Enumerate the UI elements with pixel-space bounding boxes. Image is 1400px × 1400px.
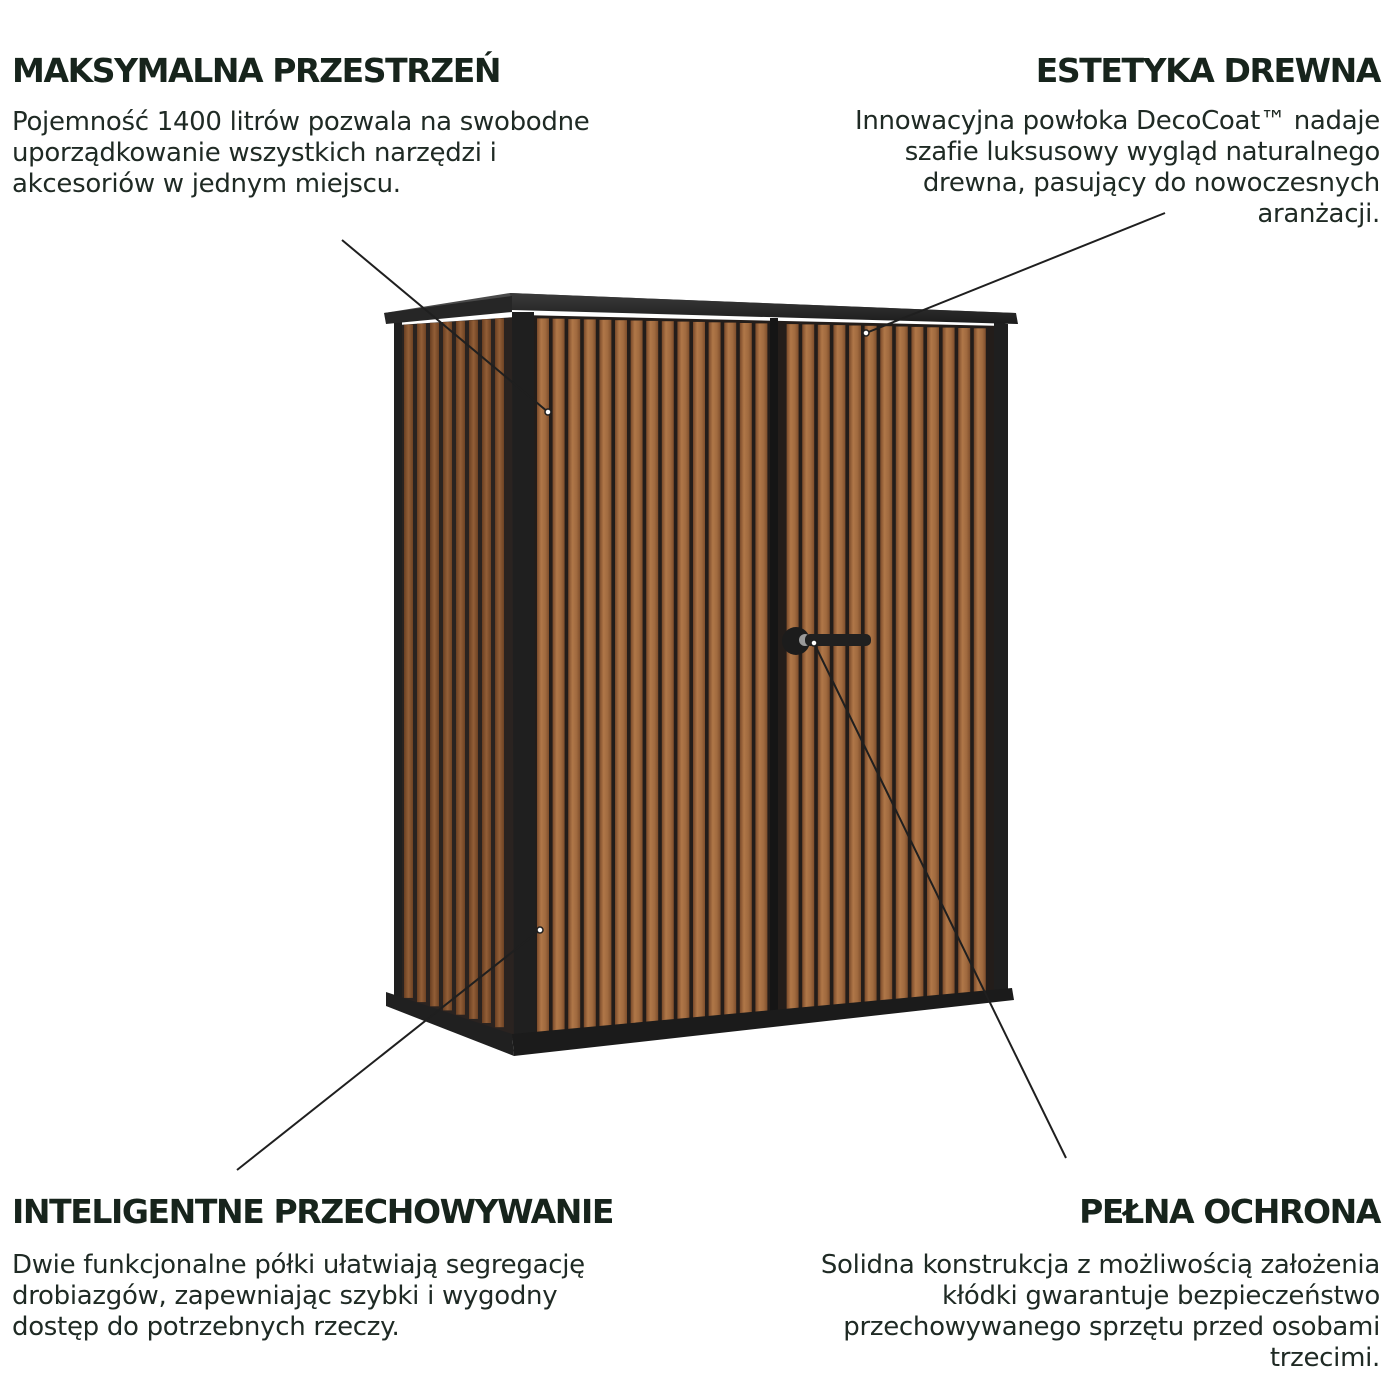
cabinet-right-post xyxy=(994,322,1008,998)
side-slat xyxy=(495,318,504,1027)
door-slat xyxy=(631,321,643,1027)
side-slat xyxy=(443,322,452,1011)
side-slat xyxy=(469,320,478,1019)
door-slat xyxy=(880,326,892,1005)
door-slat xyxy=(802,324,814,1011)
side-slat xyxy=(430,323,439,1007)
door-slat xyxy=(599,320,611,1029)
door-slat xyxy=(911,327,923,1002)
feature-capacity-text: Pojemność 1400 litrów pozwala na swobodne uporządkowanie wszystkich narzędzi i akcesoriów w jednym miejscu. xyxy=(12,107,590,199)
side-slat xyxy=(456,321,465,1015)
door-slat xyxy=(709,322,721,1019)
cabinet-left-post xyxy=(512,312,536,1050)
door-slat xyxy=(755,323,767,1015)
door-slat xyxy=(818,325,830,1010)
feature-capacity-title: MAKSYMALNA PRZESTRZEŃ xyxy=(12,51,501,90)
door-slat xyxy=(927,327,939,1000)
callout-line-storage xyxy=(237,930,540,1170)
door-slat xyxy=(943,328,955,1000)
feature-storage-text: Dwie funkcjonalne półki ułatwiają segregację drobiazgów, zapewniając szybki i wygodny dostęp do potrzebnych rzeczy. xyxy=(12,1250,585,1342)
side-slat xyxy=(482,319,491,1023)
door-slat xyxy=(787,324,799,1013)
side-slat xyxy=(404,325,413,998)
door-slat xyxy=(662,321,674,1024)
feature-wood-look-text: Innowacyjna powłoka DecoCoat™ nadaje szafie luksusowy wygląd naturalnego drewna, pasujący do nowoczesnych aranżacji. xyxy=(854,106,1380,229)
feature-protection-text: Solidna konstrukcja z możliwością założenia kłódki gwarantuje bezpieczeństwo przechowywanego sprzętu przed osobami trzecimi. xyxy=(820,1250,1380,1373)
door-slat xyxy=(896,327,908,1004)
feature-wood-look-title: ESTETYKA DREWNA xyxy=(1035,51,1380,90)
door-slat xyxy=(958,328,970,998)
cabinet-side-edge-post xyxy=(394,322,402,1000)
door-slat xyxy=(693,322,705,1021)
feature-protection-title: PEŁNA OCHRONA xyxy=(1079,1192,1380,1231)
door-slat xyxy=(568,319,580,1032)
door-slat xyxy=(584,319,596,1030)
door-slat xyxy=(865,326,877,1006)
side-slat xyxy=(417,324,426,1002)
feature-storage-title: INTELIGENTNE PRZECHOWYWANIE xyxy=(12,1192,614,1231)
door-slat xyxy=(833,325,845,1009)
door-slat xyxy=(974,328,986,996)
door-slat xyxy=(677,322,689,1023)
door-slat xyxy=(615,320,627,1028)
cabinet-door-slats xyxy=(537,318,986,1034)
door-slat xyxy=(849,326,861,1008)
door-slat xyxy=(724,323,736,1019)
cabinet-door-divider xyxy=(770,318,778,1018)
door-slat xyxy=(740,323,752,1017)
door-slat xyxy=(553,319,565,1033)
door-slat xyxy=(646,321,658,1025)
